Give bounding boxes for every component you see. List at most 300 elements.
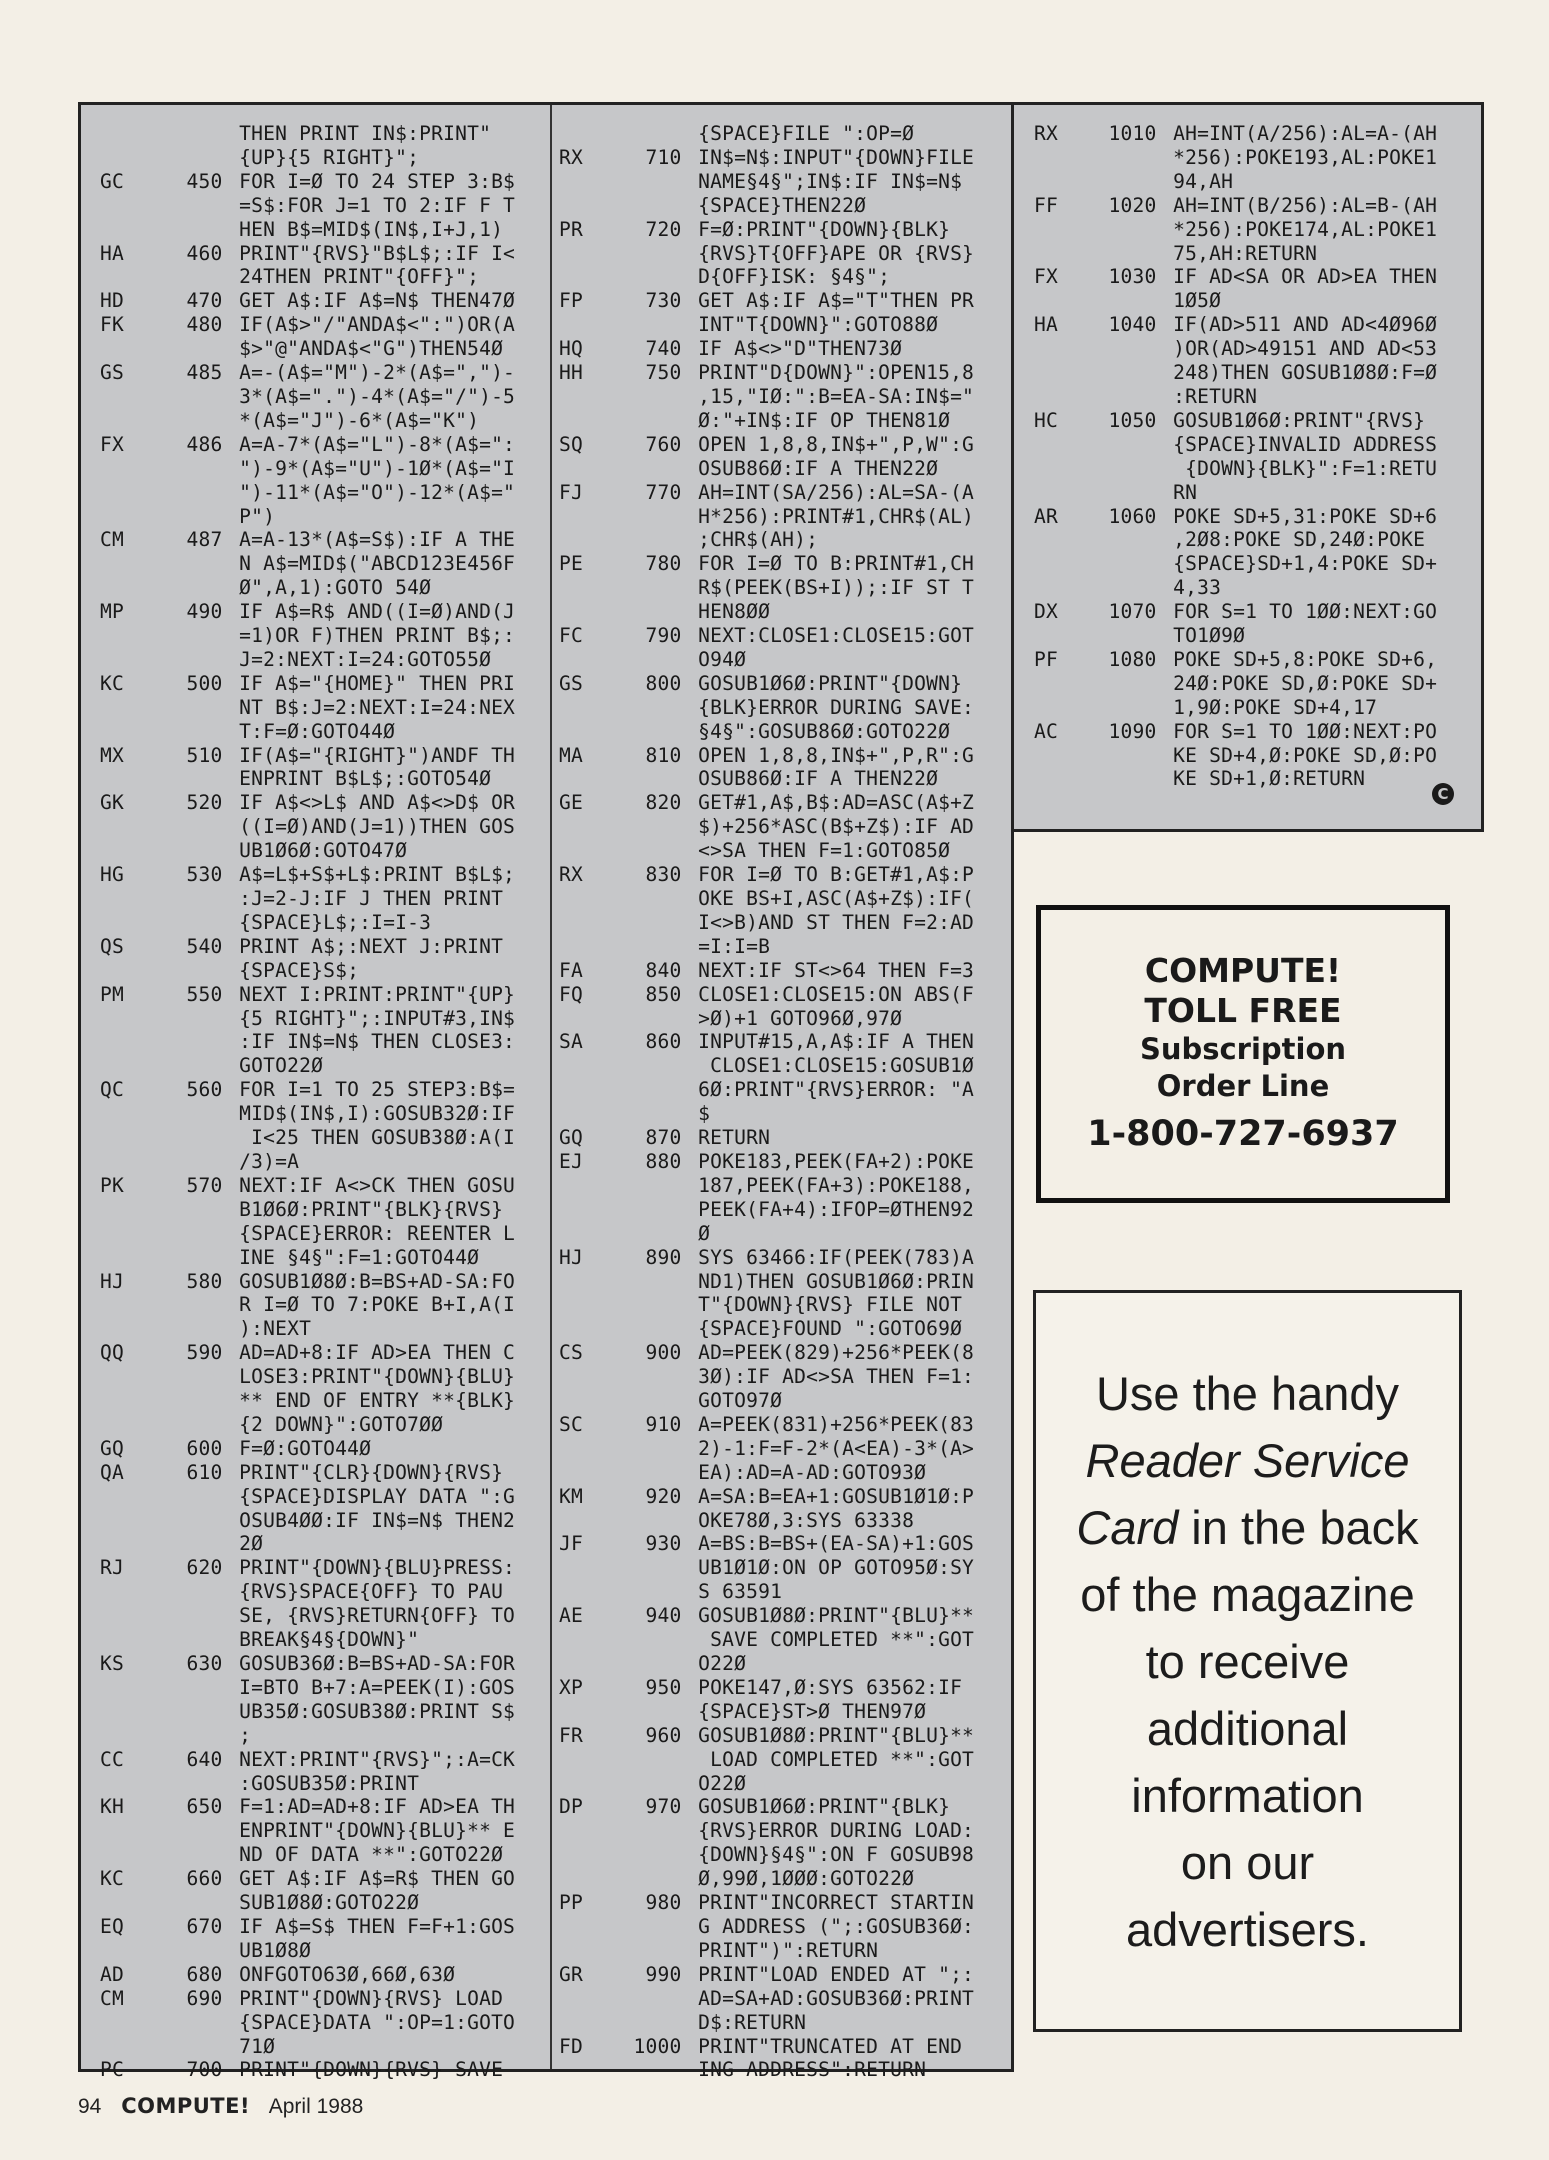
line-number: 600 — [186, 1436, 223, 1460]
basic-code: ")-9*(A$="U")-1Ø*(A$="I — [239, 456, 516, 480]
listing-line — [100, 1652, 515, 1676]
line-number — [619, 194, 698, 218]
listing-line — [100, 1413, 515, 1437]
checksum-code — [100, 1580, 160, 1604]
basic-code: GOTO22Ø — [239, 1054, 324, 1078]
basic-code: {SPACE}THEN22Ø — [698, 193, 867, 217]
basic-code: INE §4§":F=1:GOTO44Ø — [239, 1245, 480, 1269]
checksum-code: FD — [559, 2034, 583, 2058]
checksum-code — [559, 696, 619, 720]
checksum-code — [559, 1700, 619, 1724]
basic-code: PRINT"{DOWN}{RVS} LOAD — [239, 1986, 504, 2010]
basic-code: NEXT:CLOSE1:CLOSE15:GOT — [698, 624, 975, 648]
checksum-code: PE — [559, 552, 583, 576]
checksum-code — [100, 1222, 160, 1246]
basic-code: {SPACE}L$;:I=I-3 — [239, 910, 432, 934]
listing-line — [100, 1963, 515, 1987]
listing-line — [100, 744, 515, 768]
checksum-code — [559, 911, 619, 935]
basic-code: {SPACE}DATA ":OP=1:GOTO — [239, 2010, 516, 2034]
listing-line — [559, 672, 974, 696]
line-number — [619, 1317, 698, 1341]
basic-code: PRINT A$;:NEXT J:PRINT — [239, 934, 504, 958]
rs-line-7: information — [1131, 1768, 1364, 1822]
checksum-code — [559, 1628, 619, 1652]
basic-code: {SPACE}FILE ":OP=Ø — [698, 122, 915, 145]
basic-code: OKE78Ø,3:SYS 63338 — [698, 1508, 915, 1532]
listing-line — [100, 1795, 515, 1819]
basic-code: 94,AH — [1173, 169, 1234, 193]
listing-line — [559, 265, 974, 289]
basic-code: =S$:FOR J=1 TO 2:IF F T — [239, 193, 516, 217]
checksum-code — [100, 265, 160, 289]
checksum-code — [1034, 242, 1094, 266]
checksum-code: HH — [559, 361, 583, 385]
checksum-code — [100, 1939, 160, 1963]
checksum-code: SQ — [559, 432, 583, 456]
basic-code: D{OFF}ISK: §4§"; — [698, 265, 891, 289]
line-number: 487 — [186, 528, 223, 552]
rs-line-3 — [1076, 1494, 1418, 1561]
listing-line — [559, 815, 974, 839]
basic-code: GOSUB1Ø8Ø:PRINT"{BLU}** — [698, 1723, 975, 1747]
basic-code: O22Ø — [698, 1652, 747, 1675]
line-number — [160, 265, 239, 289]
checksum-code — [1034, 289, 1094, 313]
basic-code: GET#1,A$,B$:AD=ASC(A$+Z — [698, 791, 975, 815]
checksum-code: PC — [100, 2058, 124, 2082]
basic-code: POKE SD+5,8:POKE SD+6, — [1173, 647, 1438, 671]
checksum-code — [1034, 672, 1094, 696]
basic-code: {RVS}T{OFF}APE OR {RVS} — [698, 241, 975, 265]
line-number: 890 — [645, 1245, 682, 1269]
basic-code: AD=PEEK(829)+256*PEEK(8 — [698, 1341, 975, 1365]
line-number — [160, 1102, 239, 1126]
listing-line — [559, 337, 974, 361]
line-number: 670 — [186, 1914, 223, 1938]
basic-code: :GOSUB35Ø:PRINT — [239, 1771, 420, 1795]
line-number: 1020 — [1108, 193, 1157, 217]
listing-line — [100, 1987, 515, 2011]
line-number: 840 — [645, 958, 682, 982]
checksum-code: MP — [100, 600, 124, 624]
basic-code: =I:I=B — [698, 934, 771, 958]
listing-line — [559, 552, 974, 576]
line-number: 620 — [186, 1556, 223, 1580]
line-number — [619, 1437, 698, 1461]
line-number — [160, 409, 239, 433]
basic-code: ENPRINT B$L$;:GOTO54Ø — [239, 767, 492, 791]
checksum-code — [100, 1365, 160, 1389]
listing-line — [100, 815, 515, 839]
listing-line — [100, 1365, 515, 1389]
line-number: 1090 — [1108, 719, 1157, 743]
basic-code: I<>B)AND ST THEN F=2:AD — [698, 910, 975, 934]
checksum-code — [559, 1987, 619, 2011]
basic-code: AH=INT(B/256):AL=B-(AH — [1173, 193, 1438, 217]
line-number — [619, 1293, 698, 1317]
checksum-code — [559, 1915, 619, 1939]
basic-code: G ADDRESS (";:GOSUB36Ø: — [698, 1914, 975, 1938]
line-number — [619, 1748, 698, 1772]
listing-line — [559, 1556, 974, 1580]
basic-code: F=Ø:GOTO44Ø — [239, 1436, 372, 1460]
checksum-code — [100, 1246, 160, 1270]
checksum-code — [100, 887, 160, 911]
listing-line — [100, 1198, 515, 1222]
basic-code: R I=Ø TO 7:POKE B+I,A(I — [239, 1293, 516, 1317]
basic-code: FOR S=1 TO 1ØØ:NEXT:GO — [1173, 600, 1438, 624]
listing-line — [559, 289, 974, 313]
line-number: 550 — [186, 982, 223, 1006]
line-number: 630 — [186, 1652, 223, 1675]
basic-code: SE, {RVS}RETURN{OFF} TO — [239, 1604, 516, 1628]
checksum-code — [100, 1102, 160, 1126]
line-number: 650 — [186, 1795, 223, 1819]
basic-code: <>SA THEN F=1:GOTO85Ø — [698, 839, 951, 863]
listing-line — [559, 1939, 974, 1963]
checksum-code — [1034, 385, 1094, 409]
listing-line — [559, 1724, 974, 1748]
basic-code: GOSUB1Ø6Ø:PRINT"{BLK} — [698, 1795, 951, 1819]
basic-code: 4,33 — [1173, 576, 1222, 600]
basic-code: {SPACE}FOUND ":GOTO69Ø — [698, 1317, 963, 1341]
checksum-code — [559, 839, 619, 863]
listing-line — [559, 1413, 974, 1437]
basic-code: {2 DOWN}":GOTO7ØØ — [239, 1412, 444, 1436]
checksum-code — [1034, 744, 1094, 768]
line-number — [160, 1891, 239, 1915]
line-number: 860 — [645, 1030, 682, 1054]
listing-line — [559, 1700, 974, 1724]
listing-line — [559, 1198, 974, 1222]
listing-line — [100, 1532, 515, 1556]
line-number — [619, 409, 698, 433]
listing-line — [559, 624, 974, 648]
checksum-code — [100, 1485, 160, 1509]
listing-line — [559, 1891, 974, 1915]
line-number — [160, 1724, 239, 1748]
listing-line — [559, 791, 974, 815]
listing-line — [100, 983, 515, 1007]
checksum-code: KC — [100, 1867, 124, 1891]
checksum-code: GQ — [100, 1436, 124, 1460]
checksum-code — [100, 1126, 160, 1150]
basic-code: NT B$:J=2:NEXT:I=24:NEX — [239, 695, 516, 719]
checksum-code — [559, 1509, 619, 1533]
checksum-code — [559, 1772, 619, 1796]
checksum-code — [559, 122, 619, 146]
checksum-code: GK — [100, 791, 124, 815]
line-number — [619, 1461, 698, 1485]
line-number — [619, 1007, 698, 1031]
rs-line-3-rest: in the back — [1178, 1500, 1419, 1554]
basic-code: $ — [698, 1102, 711, 1126]
listing-line — [559, 2011, 974, 2035]
listing-line — [559, 935, 974, 959]
checksum-code — [559, 720, 619, 744]
checksum-code: XP — [559, 1675, 583, 1699]
rs-line-1: Use the handy — [1095, 1366, 1400, 1420]
line-number — [160, 505, 239, 529]
checksum-code: AE — [559, 1604, 583, 1628]
line-number — [619, 1772, 698, 1796]
line-number — [160, 1198, 239, 1222]
checksum-code: RJ — [100, 1556, 124, 1580]
basic-code: F=1:AD=AD+8:IF AD>EA TH — [239, 1795, 516, 1819]
basic-code: {BLK}ERROR DURING SAVE: — [698, 695, 975, 719]
line-number: 850 — [645, 982, 682, 1006]
listing-line — [100, 1819, 515, 1843]
basic-code: UB35Ø:GOSUB38Ø:PRINT S$ — [239, 1699, 516, 1723]
line-number — [160, 1054, 239, 1078]
checksum-code — [559, 1365, 619, 1389]
line-number: 610 — [186, 1460, 223, 1484]
line-number: 700 — [186, 2058, 223, 2082]
basic-code: IF(A$>"/"ANDA$<":")OR(A — [239, 313, 516, 337]
listing-line — [100, 1580, 515, 1604]
checksum-code: FA — [559, 958, 583, 982]
listing-line — [559, 1580, 974, 1604]
checksum-code — [100, 552, 160, 576]
line-number: 780 — [645, 552, 682, 576]
listing-line — [559, 1676, 974, 1700]
checksum-code: DP — [559, 1795, 583, 1819]
line-number: 820 — [645, 791, 682, 815]
line-number — [160, 1772, 239, 1796]
basic-code: HEN8ØØ — [698, 600, 771, 624]
line-number — [160, 1389, 239, 1413]
basic-code: /3)=A — [239, 1149, 300, 1173]
checksum-code: QS — [100, 934, 124, 958]
checksum-code — [1034, 218, 1094, 242]
listing-line — [559, 1748, 974, 1772]
line-number — [619, 648, 698, 672]
listing-line — [559, 385, 974, 409]
listing-line — [100, 1126, 515, 1150]
basic-code: T:F=Ø:GOTO44Ø — [239, 719, 396, 743]
basic-code: BREAK§4§{DOWN}" — [239, 1628, 420, 1652]
line-number — [619, 935, 698, 959]
line-number — [160, 576, 239, 600]
rs-card-word: Card — [1076, 1500, 1179, 1554]
listing-line — [100, 767, 515, 791]
listing-line — [100, 1174, 515, 1198]
listing-line — [100, 1628, 515, 1652]
listing-line — [559, 1317, 974, 1341]
listing-line — [559, 983, 974, 1007]
listing-line — [100, 1293, 515, 1317]
listing-line — [100, 600, 515, 624]
listing-column-3 — [1034, 122, 1437, 791]
checksum-code — [559, 1222, 619, 1246]
line-number — [160, 1126, 239, 1150]
checksum-code: EJ — [559, 1149, 583, 1173]
basic-code: PRINT"LOAD ENDED AT ";: — [698, 1962, 975, 1986]
listing-line — [100, 1891, 515, 1915]
checksum-code: RX — [559, 863, 583, 887]
basic-code: FOR I=Ø TO B:GET#1,A$:P — [698, 863, 975, 887]
listing-line — [559, 2035, 974, 2059]
checksum-code: CS — [559, 1341, 583, 1365]
checksum-code — [559, 1198, 619, 1222]
listing-line — [559, 481, 974, 505]
listing-line — [1034, 313, 1437, 337]
listing-line — [559, 122, 974, 146]
basic-code: IF A$<>L$ AND A$<>D$ OR — [239, 791, 516, 815]
listing-line — [100, 194, 515, 218]
line-number — [160, 1580, 239, 1604]
line-number: 880 — [645, 1149, 682, 1173]
checksum-code — [100, 385, 160, 409]
basic-code: PRINT"{CLR}{DOWN}{RVS} — [239, 1460, 504, 1484]
line-number — [619, 313, 698, 337]
line-number — [160, 122, 239, 146]
checksum-code: DX — [1034, 600, 1058, 624]
line-number — [160, 218, 239, 242]
basic-code: UB1Ø8Ø — [239, 1938, 312, 1962]
basic-code: O22Ø — [698, 1771, 747, 1795]
basic-code: OSUB4ØØ:IF IN$=N$ THEN2 — [239, 1508, 516, 1532]
checksum-code: HD — [100, 289, 124, 313]
basic-code: GOSUB1Ø6Ø:PRINT"{DOWN} — [698, 671, 963, 695]
checksum-code — [559, 170, 619, 194]
checksum-code — [100, 218, 160, 242]
line-number — [619, 1270, 698, 1294]
checksum-code — [100, 457, 160, 481]
line-number: 900 — [645, 1341, 682, 1365]
rs-line-2: Reader Service — [1085, 1433, 1410, 1487]
listing-line — [100, 361, 515, 385]
line-number — [619, 1509, 698, 1533]
line-number: 660 — [186, 1867, 223, 1891]
basic-code: 248)THEN GOSUB1Ø8Ø:F=Ø — [1173, 361, 1438, 385]
line-number — [160, 1365, 239, 1389]
listing-line — [559, 696, 974, 720]
checksum-code — [559, 242, 619, 266]
magazine-name: COMPUTE! — [121, 2094, 251, 2118]
listing-line — [559, 887, 974, 911]
listing-line — [559, 1652, 974, 1676]
basic-code: 71Ø — [239, 2034, 276, 2058]
listing-line — [100, 1915, 515, 1939]
checksum-code: FJ — [559, 480, 583, 504]
checksum-code — [559, 1819, 619, 1843]
basic-code: PRINT"TRUNCATED AT END — [698, 2034, 963, 2058]
checksum-code — [559, 1939, 619, 1963]
basic-code: OPEN 1,8,8,IN$+",P,R":G — [698, 743, 975, 767]
line-number — [619, 2011, 698, 2035]
listing-line — [100, 720, 515, 744]
checksum-code — [559, 935, 619, 959]
checksum-code: GS — [100, 361, 124, 385]
basic-code: SAVE COMPLETED **":GOT — [698, 1628, 975, 1652]
ad-toll-free: TOLL FREE — [1144, 991, 1342, 1030]
checksum-code: FP — [559, 289, 583, 313]
listing-line — [100, 839, 515, 863]
basic-code: SUB1Ø8Ø:GOTO22Ø — [239, 1891, 420, 1915]
checksum-code — [100, 2035, 160, 2059]
listing-line — [559, 1532, 974, 1556]
basic-code: IF A$="{HOME}" THEN PRI — [239, 671, 516, 695]
checksum-code — [559, 265, 619, 289]
basic-code: AD=SA+AD:GOSUB36Ø:PRINT — [698, 1986, 975, 2010]
checksum-code — [559, 1078, 619, 1102]
listing-line — [1034, 289, 1437, 313]
line-number — [619, 1580, 698, 1604]
column-divider — [550, 105, 552, 2069]
line-number: 970 — [645, 1795, 682, 1819]
checksum-code — [100, 409, 160, 433]
listing-line — [100, 672, 515, 696]
line-number — [160, 2011, 239, 2035]
listing-line — [100, 1007, 515, 1031]
toll-free-subscription-ad — [1036, 905, 1450, 1203]
basic-code: HEN B$=MID$(IN$,I+J,1) — [239, 217, 504, 241]
line-number: 980 — [645, 1891, 682, 1915]
rs-line-9: advertisers. — [1126, 1902, 1369, 1956]
line-number — [160, 194, 239, 218]
basic-code: ND1)THEN GOSUB1Ø6Ø:PRIN — [698, 1269, 975, 1293]
line-number: 580 — [186, 1269, 223, 1293]
basic-code: {UP}{5 RIGHT}"; — [239, 145, 420, 169]
checksum-code — [100, 1150, 160, 1174]
checksum-code: QC — [100, 1078, 124, 1102]
listing-line — [559, 767, 974, 791]
checksum-code: CC — [100, 1747, 124, 1771]
line-number — [619, 1939, 698, 1963]
line-number — [619, 839, 698, 863]
basic-code: ONFGOTO63Ø,66Ø,63Ø — [239, 1962, 456, 1986]
listing-line — [100, 911, 515, 935]
checksum-code — [1034, 624, 1094, 648]
basic-code: P") — [239, 504, 276, 528]
basic-code: GOSUB1Ø6Ø:PRINT"{RVS} — [1173, 408, 1426, 432]
line-number: 1030 — [1108, 265, 1157, 289]
line-number: 486 — [186, 432, 223, 456]
line-number — [160, 1843, 239, 1867]
listing-line — [559, 1509, 974, 1533]
line-number — [619, 1628, 698, 1652]
basic-code: PRINT")":RETURN — [698, 1938, 879, 1962]
basic-code: FOR S=1 TO 1ØØ:NEXT:PO — [1173, 719, 1438, 743]
basic-code: IF(AD>511 AND AD<4Ø96Ø — [1173, 313, 1438, 337]
basic-code: ((I=Ø)AND(J=1))THEN GOS — [239, 815, 516, 839]
listing-line — [100, 959, 515, 983]
checksum-code — [100, 1054, 160, 1078]
line-number — [1094, 337, 1173, 361]
checksum-code: HA — [100, 241, 124, 265]
checksum-code — [559, 1867, 619, 1891]
listing-line — [100, 791, 515, 815]
listing-line — [1034, 720, 1437, 744]
listing-line — [1034, 600, 1437, 624]
line-number — [619, 122, 698, 146]
basic-code: :IF IN$=N$ THEN CLOSE3: — [239, 1030, 516, 1054]
listing-line — [559, 1795, 974, 1819]
basic-code: NEXT:IF ST<>64 THEN F=3 — [698, 958, 975, 982]
line-number — [1094, 242, 1173, 266]
line-number: 770 — [645, 480, 682, 504]
checksum-code — [559, 385, 619, 409]
listing-line — [100, 1772, 515, 1796]
checksum-code — [100, 1628, 160, 1652]
basic-code: GOTO97Ø — [698, 1389, 783, 1413]
listing-line — [559, 2058, 974, 2082]
line-number — [619, 242, 698, 266]
checksum-code — [559, 1580, 619, 1604]
basic-code: *256):POKE193,AL:POKE1 — [1173, 145, 1438, 169]
